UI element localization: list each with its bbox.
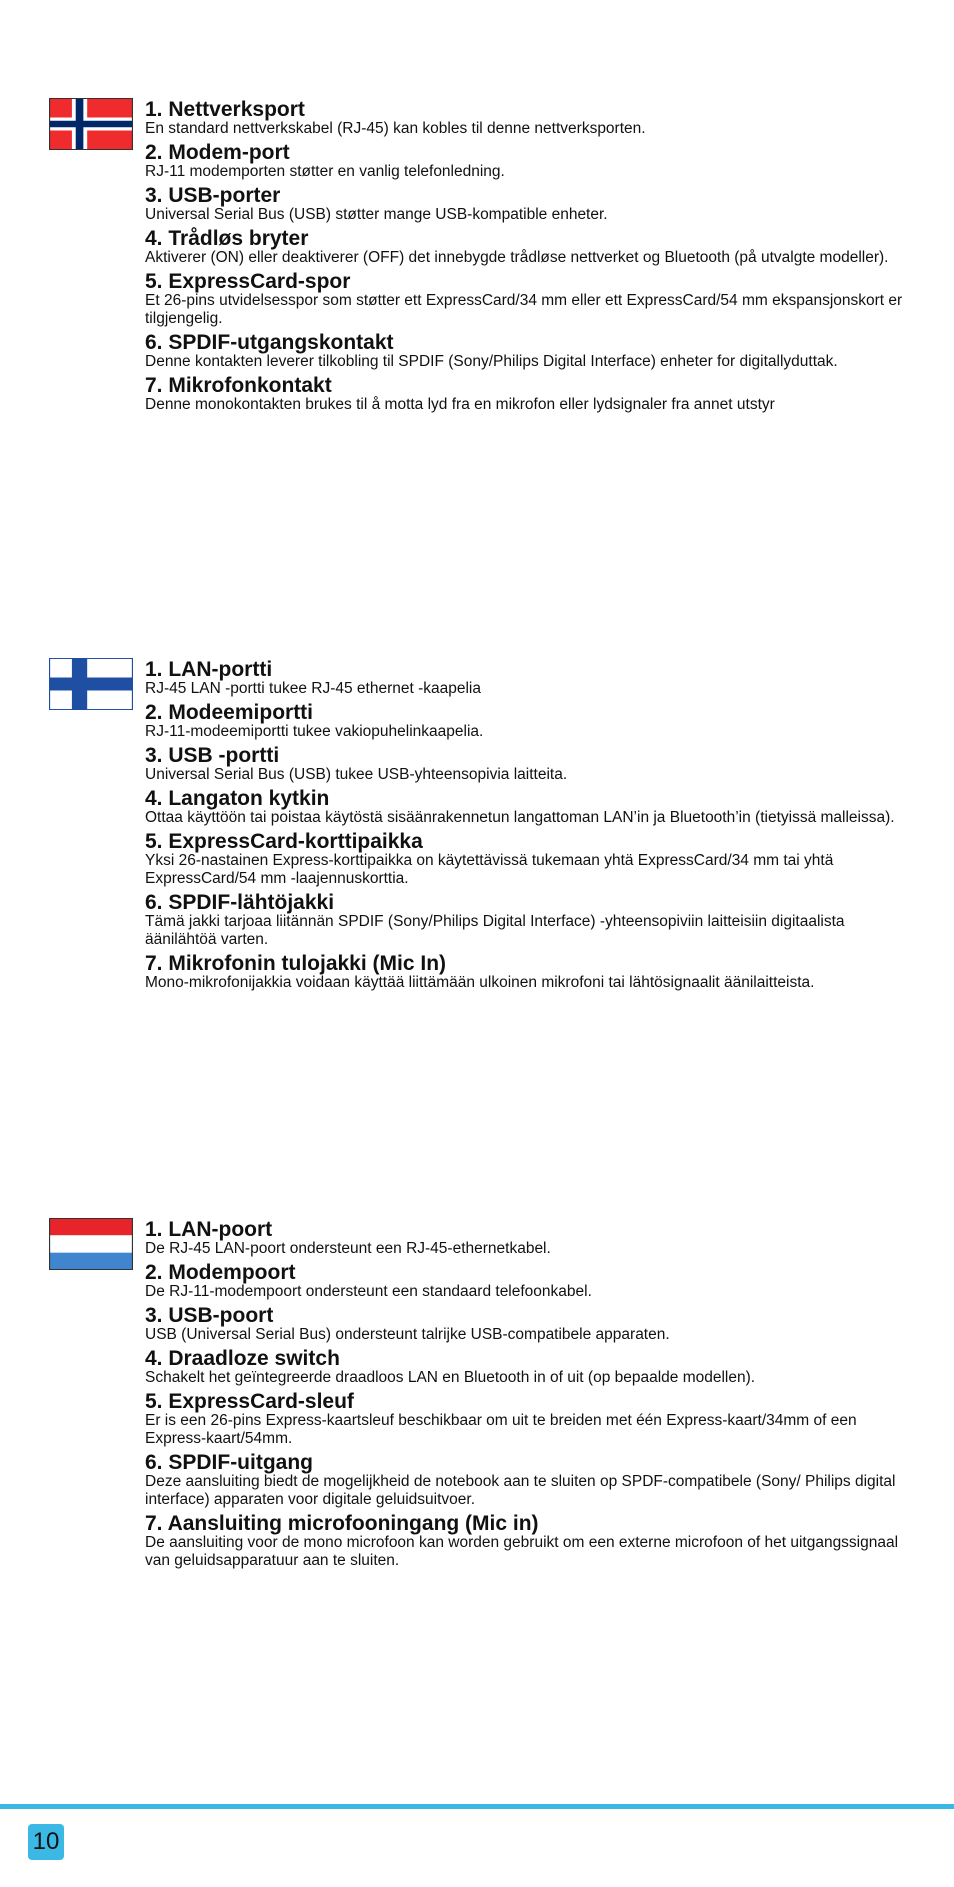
item-title: 2. Modem-port [145, 141, 290, 164]
list-item [145, 184, 915, 224]
item-description: Tämä jakki tarjoaa liitännän SPDIF (Sony/Philips Digital Interface) -yhteensopiviin laitteisiin digitaalista äänilähtöä varten. [145, 913, 845, 948]
item-description: Aktiverer (ON) eller deaktiverer (OFF) det innebygde trådløse nettverket og Bluetooth (på utvalgte modeller). [145, 249, 889, 266]
item-title: 5. ExpressCard-spor [145, 270, 351, 293]
item-description: Deze aansluiting biedt de mogelijkheid de notebook aan te sluiten op SPDF-compatibele (Sony/ Philips digital interface) apparaten voor digitale geluidsuitvoer. [145, 1473, 896, 1508]
item-title: 4. Trådløs bryter [145, 227, 309, 250]
item-title: 6. SPDIF-uitgang [145, 1451, 313, 1474]
finland-flag-icon [49, 658, 133, 710]
list-item [145, 1347, 915, 1387]
norway-flag-icon [49, 98, 133, 150]
item-description: De RJ-45 LAN-poort ondersteunt een RJ-45-ethernetkabel. [145, 1240, 551, 1257]
item-description: De aansluiting voor de mono microfoon kan worden gebruikt om een externe microfoon of het uitgangssignaal van geluidsapparatuur aan te sluiten. [145, 1534, 899, 1569]
item-title: 6. SPDIF-lähtöjakki [145, 891, 335, 914]
list-item [145, 787, 915, 827]
item-title: 2. Modeemiportti [145, 701, 314, 724]
item-title: 5. ExpressCard-korttipaikka [145, 830, 423, 853]
item-description: Et 26-pins utvidelsesspor som støtter ett ExpressCard/34 mm eller ett ExpressCard/54 mm ekspansjonskort er tilgjengelig. [145, 292, 903, 327]
item-description: Schakelt het geïntegreerde draadloos LAN en Bluetooth in of uit (op bepaalde modellen). [145, 1369, 756, 1386]
item-list [145, 658, 915, 995]
item-list [145, 1218, 915, 1573]
list-item [145, 1218, 915, 1258]
item-title: 4. Draadloze switch [145, 1347, 340, 1370]
item-title: 1. LAN-poort [145, 1218, 273, 1241]
item-description: RJ-11-modeemiportti tukee vakiopuhelinkaapelia. [145, 723, 484, 740]
list-item [145, 1451, 915, 1509]
list-item [145, 227, 915, 267]
item-description: De RJ-11-modempoort ondersteunt een standaard telefoonkabel. [145, 1283, 592, 1300]
item-description: Mono-mikrofonijakkia voidaan käyttää liittämään ulkoinen mikrofoni tai lähtösignaalit äänilaitteista. [145, 974, 815, 991]
item-description: Denne kontakten leverer tilkobling til SPDIF (Sony/Philips Digital Interface) enheter for digitallyduttak. [145, 353, 838, 370]
item-title: 7. Mikrofonkontakt [145, 374, 332, 397]
list-item [145, 331, 915, 371]
item-description: RJ-11 modemporten støtter en vanlig telefonledning. [145, 163, 505, 180]
item-title: 1. Nettverksport [145, 98, 305, 121]
item-title: 5. ExpressCard-sleuf [145, 1390, 354, 1413]
list-item [145, 98, 915, 138]
item-description: Yksi 26-nastainen Express-korttipaikka on käytettävissä tukemaan yhtä ExpressCard/34 mm tai yhtä ExpressCard/54 mm -laajennuskorttia. [145, 852, 834, 887]
list-item [145, 952, 915, 992]
item-title: 6. SPDIF-utgangskontakt [145, 331, 394, 354]
item-title: 3. USB -portti [145, 744, 280, 767]
item-title: 4. Langaton kytkin [145, 787, 330, 810]
list-item [145, 830, 915, 888]
item-title: 1. LAN-portti [145, 658, 273, 681]
footer-divider [0, 1804, 954, 1809]
item-description: Ottaa käyttöön tai poistaa käytöstä sisäänrakennetun langattoman LAN’in ja Bluetooth’in (tietyissä malleissa). [145, 809, 895, 826]
item-title: 3. USB-porter [145, 184, 281, 207]
list-item [145, 658, 915, 698]
item-description: USB (Universal Serial Bus) ondersteunt talrijke USB-compatibele apparaten. [145, 1326, 670, 1343]
list-item [145, 1512, 915, 1570]
list-item [145, 1261, 915, 1301]
item-title: 7. Mikrofonin tulojakki (Mic In) [145, 952, 447, 975]
list-item [145, 1390, 915, 1448]
list-item [145, 141, 915, 181]
item-description: Denne monokontakten brukes til å motta lyd fra en mikrofon eller lydsignaler fra annet utstyr [145, 396, 775, 413]
item-description: RJ-45 LAN -portti tukee RJ-45 ethernet -kaapelia [145, 680, 481, 697]
netherlands-flag-icon [49, 1218, 133, 1270]
item-title: 2. Modempoort [145, 1261, 296, 1284]
list-item [145, 270, 915, 328]
item-list [145, 98, 915, 417]
item-title: 7. Aansluiting microfooningang (Mic in) [145, 1512, 539, 1535]
list-item [145, 744, 915, 784]
list-item [145, 891, 915, 949]
list-item [145, 701, 915, 741]
item-description: Universal Serial Bus (USB) støtter mange USB-kompatible enheter. [145, 206, 608, 223]
page-number: 10 [28, 1824, 64, 1860]
item-description: Universal Serial Bus (USB) tukee USB-yhteensopivia laitteita. [145, 766, 568, 783]
item-title: 3. USB-poort [145, 1304, 274, 1327]
list-item [145, 1304, 915, 1344]
item-description: Er is een 26-pins Express-kaartsleuf beschikbaar om uit te breiden met één Express-kaart/34mm of een Express-kaart/54mm. [145, 1412, 857, 1447]
list-item [145, 374, 915, 414]
item-description: En standard nettverkskabel (RJ-45) kan kobles til denne nettverksporten. [145, 120, 646, 137]
